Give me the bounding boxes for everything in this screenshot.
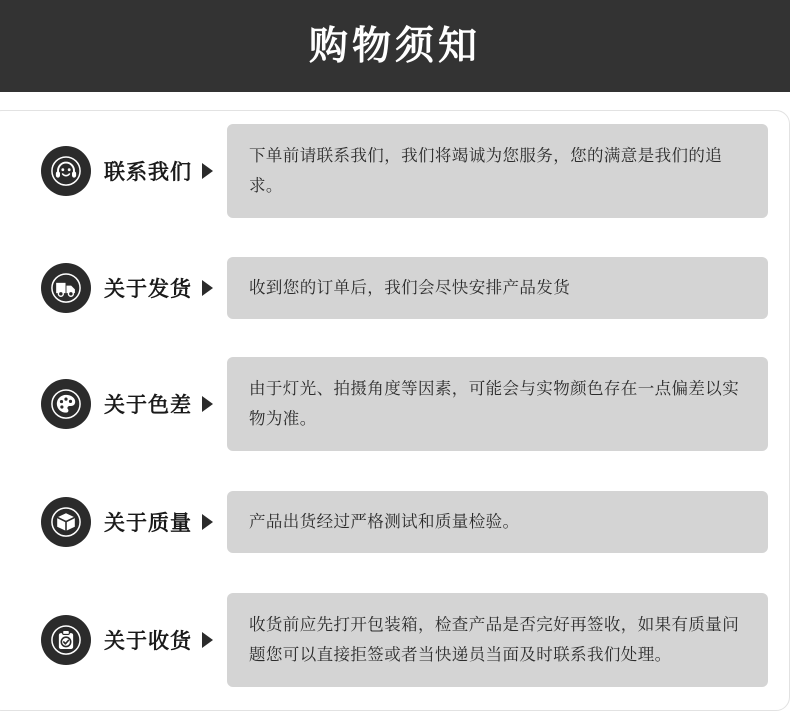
list-item-text: 产品出货经过严格测试和质量检验。 bbox=[227, 491, 768, 553]
headset-support-icon bbox=[40, 145, 92, 197]
chevron-right-icon bbox=[202, 280, 213, 296]
page-header bbox=[0, 0, 790, 92]
list-item bbox=[0, 580, 790, 700]
list-item-text: 收到您的订单后，我们会尽快安排产品发货 bbox=[227, 257, 768, 319]
chevron-right-icon bbox=[202, 163, 213, 179]
list-item-text: 收货前应先打开包装箱，检查产品是否完好再签收，如果有质量问题您可以直接拒签或者当快递员当面及时联系我们处理。 bbox=[227, 593, 768, 687]
clipboard-check-icon bbox=[40, 614, 92, 666]
list-item-label: 关于质量 bbox=[104, 511, 192, 535]
chevron-right-icon bbox=[202, 514, 213, 530]
list-item-label: 联系我们 bbox=[104, 160, 192, 184]
list-item bbox=[0, 344, 790, 464]
list-item-label: 关于收货 bbox=[104, 629, 192, 653]
page-title: 购物须知 bbox=[308, 23, 481, 69]
list-item bbox=[0, 110, 790, 232]
list-item-label: 关于发货 bbox=[104, 277, 192, 301]
palette-icon bbox=[40, 378, 92, 430]
notice-list bbox=[0, 110, 790, 700]
list-item-text: 由于灯光、拍摄角度等因素，可能会与实物颜色存在一点偏差以实物为准。 bbox=[227, 357, 768, 451]
list-item-text: 下单前请联系我们，我们将竭诚为您服务，您的满意是我们的追求。 bbox=[227, 124, 768, 218]
list-item bbox=[0, 464, 790, 580]
list-item-label: 关于色差 bbox=[104, 393, 192, 417]
delivery-truck-icon bbox=[40, 262, 92, 314]
chevron-right-icon bbox=[202, 396, 213, 412]
list-item bbox=[0, 232, 790, 344]
box-package-icon bbox=[40, 496, 92, 548]
chevron-right-icon bbox=[202, 632, 213, 648]
